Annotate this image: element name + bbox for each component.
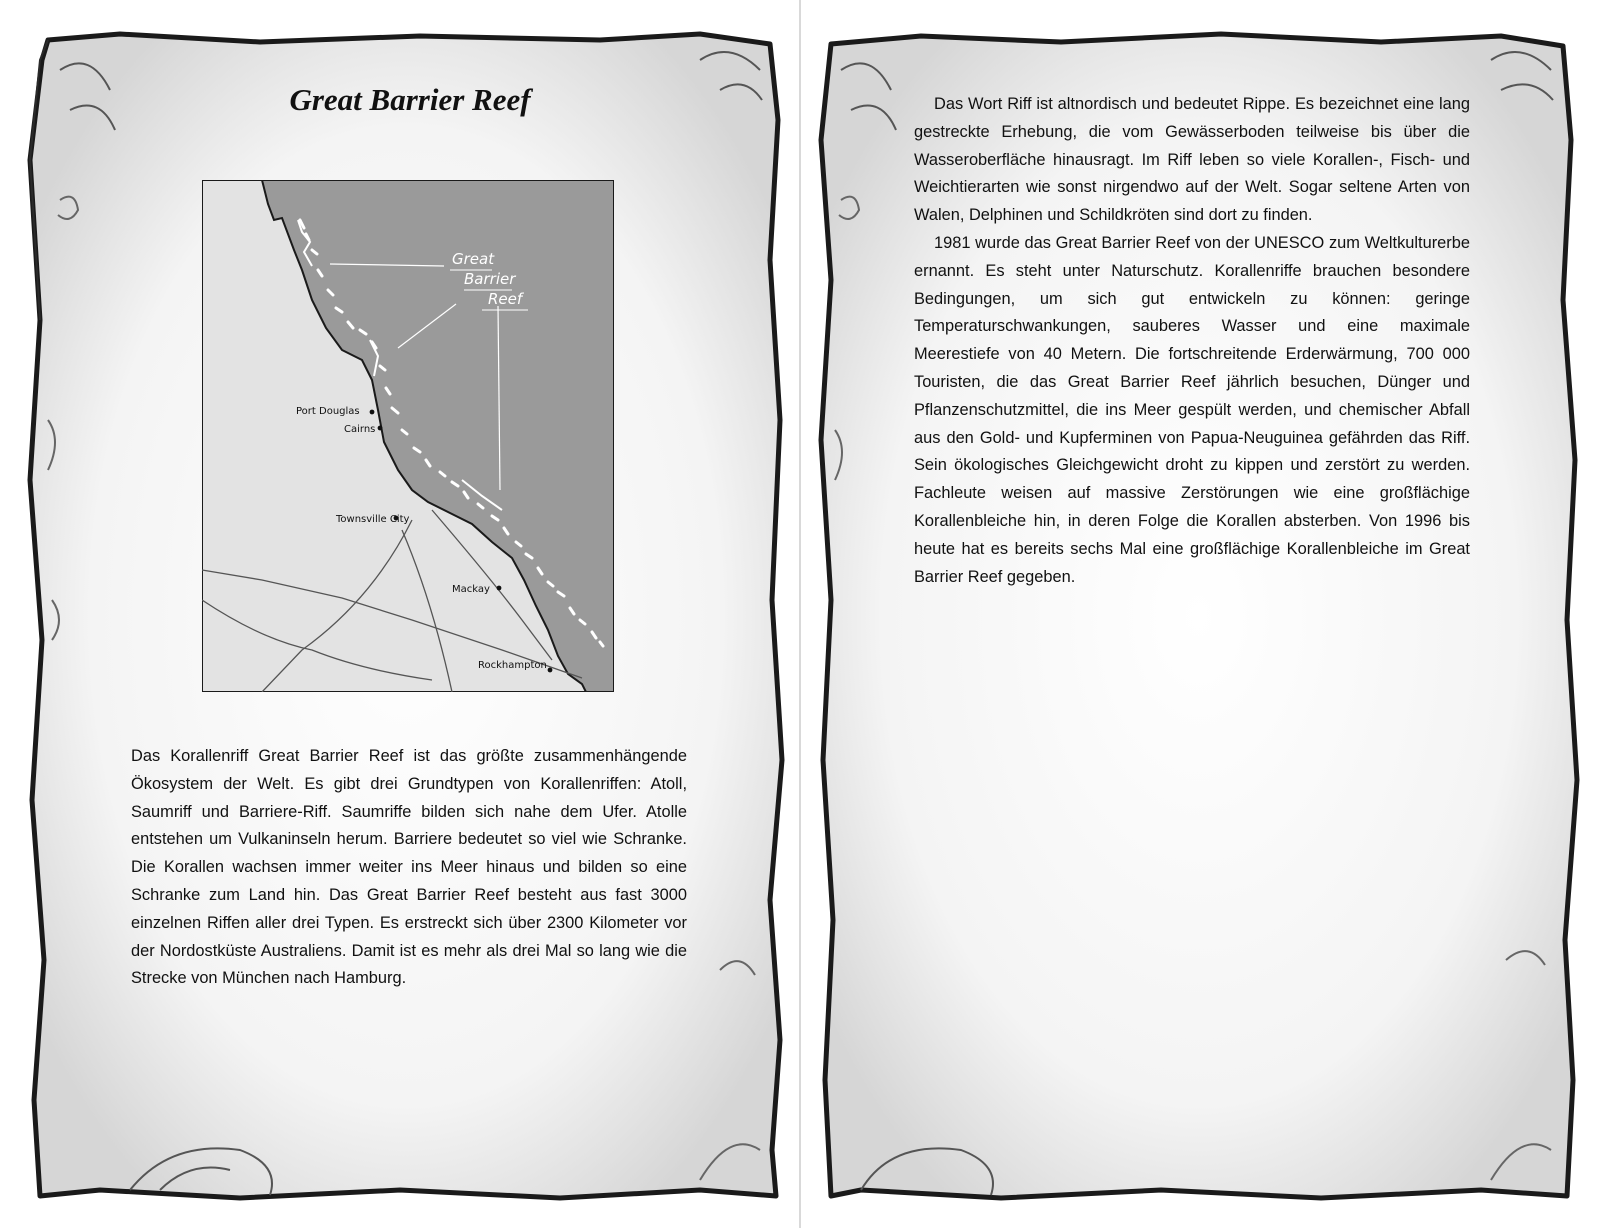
callout-label-line-3: Reef [488,290,523,308]
paragraph-1: Das Wort Riff ist altnordisch und bedeutet Rippe. Es bezeichnet eine lang gestreckte Erhebung, die vom Gewässerboden teilweise bis über die Wasseroberfläche hinausragt. Im Riff leben so viele Korallen-, Fisch- und Weichtierarten wie sonst nirgendwo auf der Welt. Sogar seltene Arten von Walen, Delphinen und Schildkröten sind dort zu finden. [914,95,1470,225]
reef-map [202,180,614,692]
callout-label-line-2: Barrier [464,270,516,288]
page-title: Great Barrier Reef [289,82,531,117]
city-dot [378,426,383,431]
body-paragraph [131,743,687,993]
paragraph-text: Das Korallenriff Great Barrier Reef ist das größte zusammenhängende Ökosystem der Welt. Es gibt drei Grundtypen von Korallenriffen: Atoll, Saumriff und Barriere-Riff. Saumriffe bilden sich nahe dem Ufer. Atolle entstehen um Vulkaninseln herum. Barriere bedeutet so viel wie Schranke. Die Korallen wachsen immer weiter ins Meer hinaus und bilden so eine Schranke zum Land hin. Das Great Barrier Reef besteht aus fast 3000 einzelnen Riffen aller drei Typen. Es erstreckt sich über 2300 Kilometer vor der Nordostküste Australiens. Damit ist es mehr als drei Mal so lang wie die Strecke von München nach Hamburg. [131,747,687,988]
paragraph-2: 1981 wurde das Great Barrier Reef von der UNESCO zum Weltkulturerbe ernannt. Es steht unter Naturschutz. Korallenriffe brauchen besondere Bedingungen, um sich gut entwickeln zu können: geringe Temperaturschwankungen, sauberes Wasser und eine maximale Meerestiefe von 40 Metern. Die fortschreitende Erderwärmung, 700 000 Touristen, die das Great Barrier Reef jährlich besuchen, Dünger und Pflanzenschutzmittel, die ins Meer gespült werden, und chemischer Abfall aus den Gold- und Kupferminen von Papua-Neuguinea gefährden das Riff. Sein ökologisches Gleichgewicht droht zu kippen und zerstört zu werden. Fachleute weisen auf massive Zerstörungen wie eine großflächige Korallenbleiche hin, in deren Folge die Korallen absterben. Von 1996 bis heute hat es bereits sechs Mal eine großflächige Korallenbleiche im Great Barrier Reef gegeben. [914,233,1470,586]
city-label-townsville: Townsville City [336,514,410,525]
body-text-block [914,91,1470,591]
city-dot [548,668,553,673]
city-label-port-douglas: Port Douglas [296,406,360,417]
left-page [0,0,799,1228]
city-label-rockhampton: Rockhampton [478,660,547,671]
city-label-mackay: Mackay [452,584,490,595]
callout-label-line-1: Great [452,250,495,268]
right-page [801,0,1600,1228]
city-dot [497,586,502,591]
city-label-cairns: Cairns [344,424,376,435]
city-dot [370,410,375,415]
